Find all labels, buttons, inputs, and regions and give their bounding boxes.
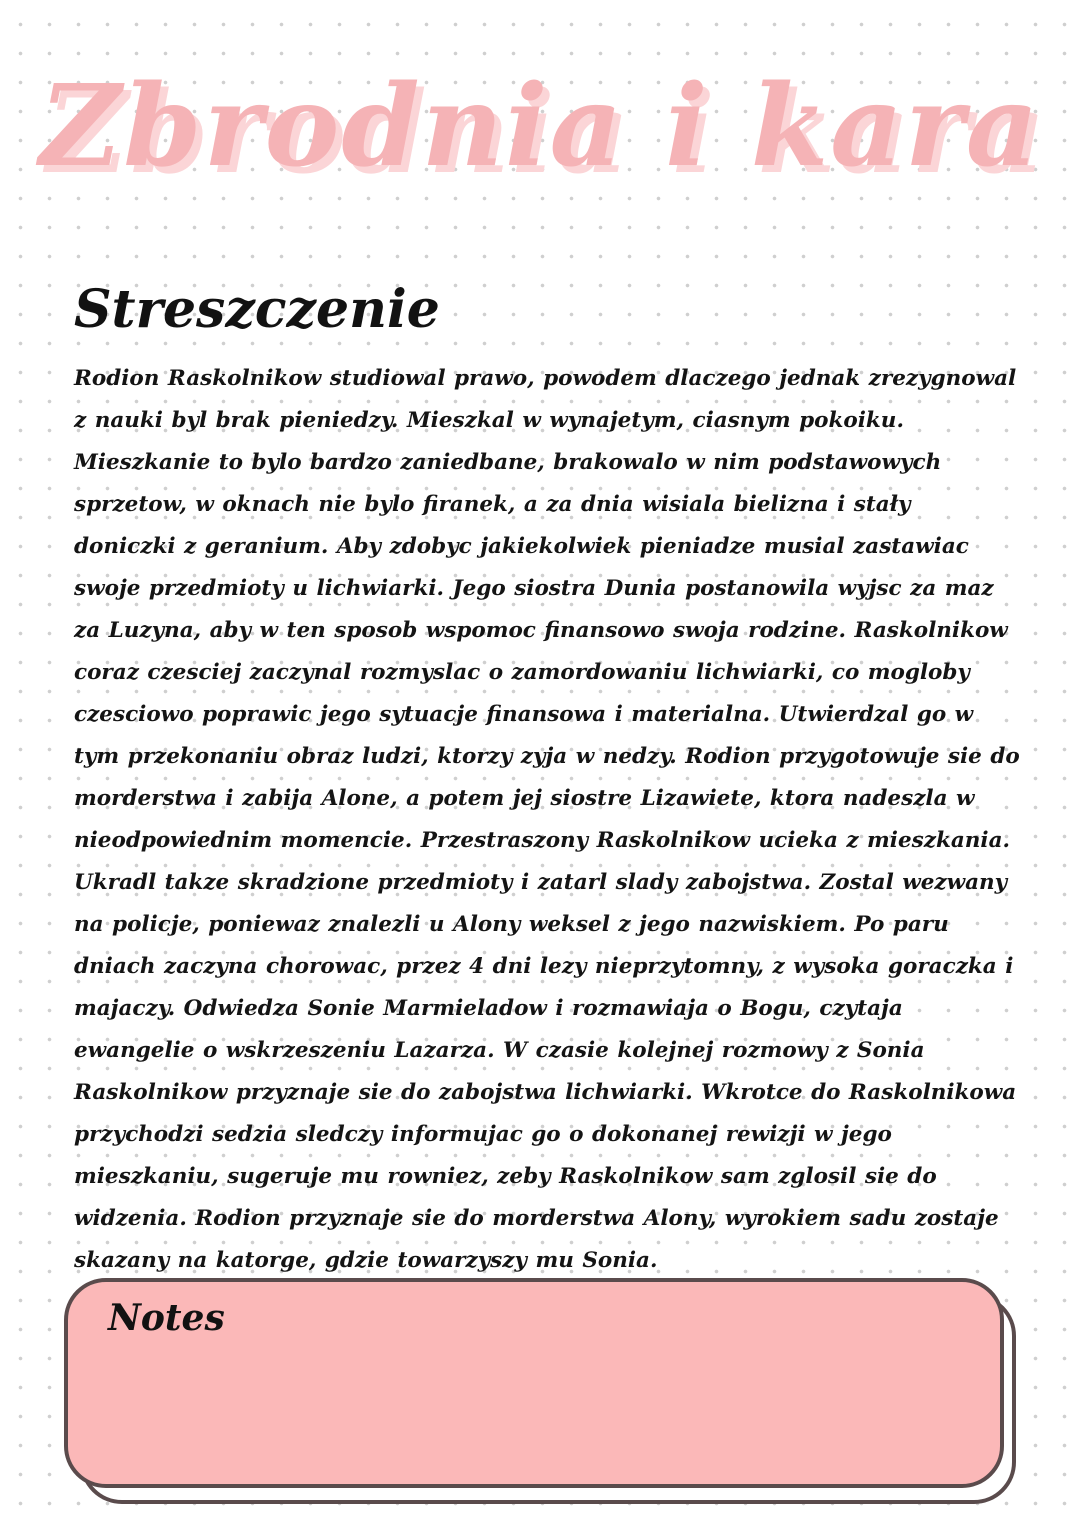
notes-box [64, 1278, 1004, 1488]
notes-label: Notes [108, 1297, 225, 1339]
section-heading: Streszczenie [74, 279, 440, 340]
page-title: Zbrodnia i kara [39, 61, 1041, 192]
summary-text: Rodion Raskolnikow studiowal prawo, powodem dlaczego jednak zrezygnowal z nauki byl brak pieniedzy. Mieszkal w wynajetym, ciasnym pokoiku. Mieszkanie to bylo bardzo zaniedbane, brakowalo w nim podstawowych sprzetow, w oknach nie bylo firanek, a za dnia wisiala bielizna i stały doniczki z geranium. Aby zdobyc jakiekolwiek pieniadze musial zastawiac swoje przedmioty u lichwiarki. Jego siostra Dunia postanowila wyjsc za maz za Luzyna, aby w ten sposob wspomoc finansowo swoja rodzine. Raskolnikow coraz czesciej zaczynal rozmyslac o zamordowaniu lichwiarki, co mogloby czesciowo poprawic jego sytuacje finansowa i materialna. Utwierdzal go w tym przekonaniu obraz ludzi, ktorzy zyja w nedzy. Rodion przygotowuje sie do morderstwa i zabija Alone, a potem jej siostre Lizawiete, ktora nadeszla w nieodpowiednim momencie. Przestraszony Raskolnikow ucieka z mieszkania. Ukradl takze skradzione przedmioty i zatarl slady zabojstwa. Zostal wezwany na policje, poniewaz znalezli u Alony weksel z jego nazwiskiem. Po paru dniach zaczyna chorowac, przez 4 dni lezy nieprzytomny, z wysoka goraczka i majaczy. Odwiedza Sonie Marmieladow i rozmawiaja o Bogu, czytaja ewangelie o wskrzeszeniu Lazarza. W czasie kolejnej rozmowy z Sonia Raskolnikow przyznaje sie do zabojstwa lichwiarki. Wkrotce do Raskolnikowa przychodzi sedzia sledczy informujac go o dokonanej rewizji w jego mieszkaniu, sugeruje mu rowniez, zeby Raskolnikow sam zglosil sie do widzenia. Rodion przyznaje sie do morderstwa Alony, wyrokiem sadu zostaje skazany na katorge, gdzie towarzyszy mu Sonia. [74, 366, 1020, 1273]
